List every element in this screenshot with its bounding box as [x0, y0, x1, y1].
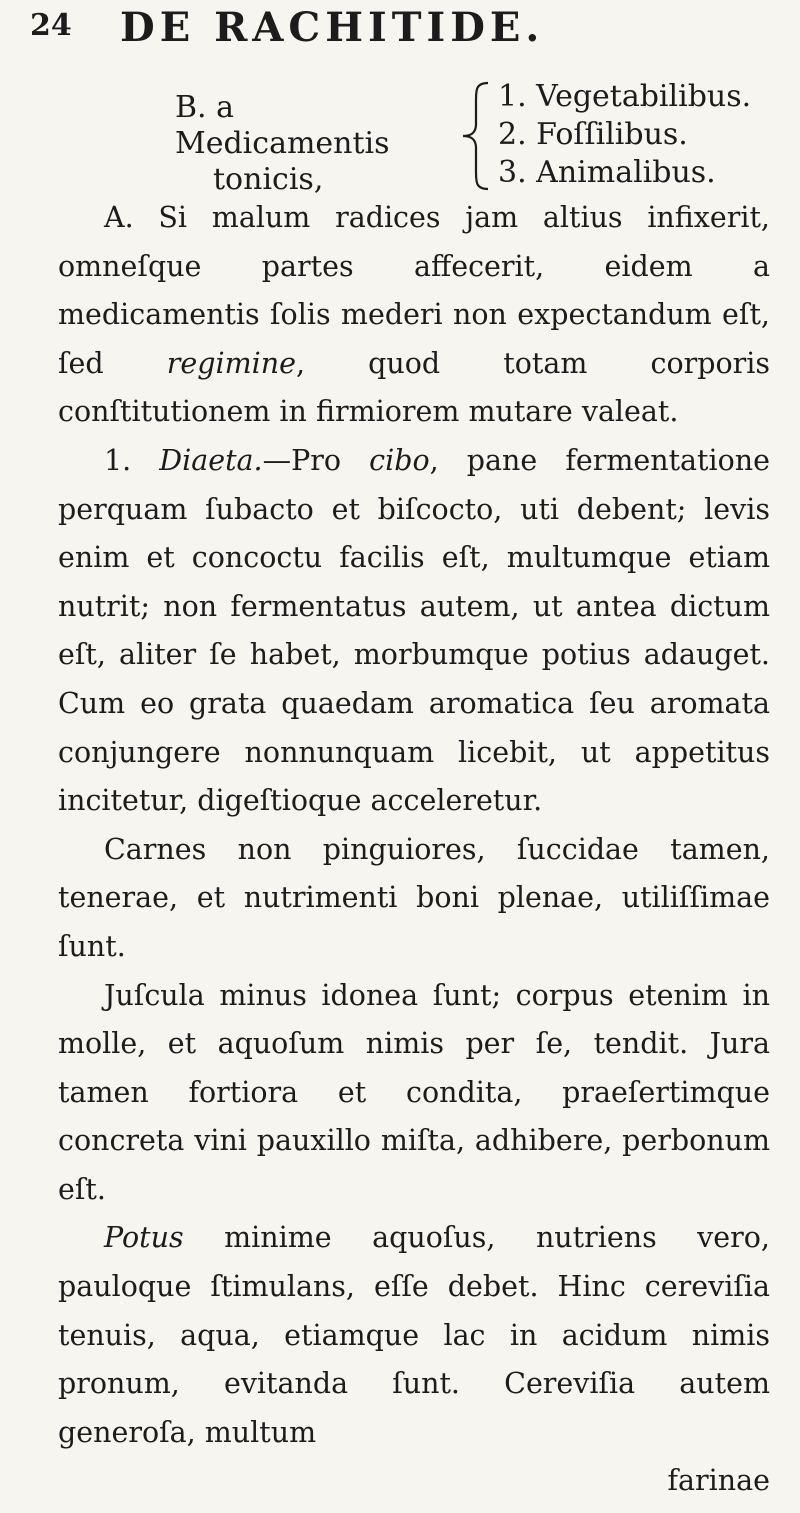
- outline-label: [175, 90, 455, 198]
- outline-label-line-1: B. a Medicamentis: [175, 90, 390, 161]
- curly-brace: [458, 80, 492, 192]
- paragraph-jusc: Juſcula minus idonea ſunt; corpus etenim in molle, et aquoſum nimis per ſe, tendit. Jura tamen fortiora et condita, praeſertimque concreta vini pauxillo miſta, adhibere, perbonum eſt.: [58, 978, 770, 1206]
- paragraph-potus: Potus minime aquoſus, nutriens vero, pauloque ſtimulans, eſſe debet. Hinc cereviſia tenuis, aqua, etiamque lac in acidum nimis pronum, evitanda ſunt. Cereviſia autem generoſa, multum: [58, 1221, 770, 1449]
- outline-items: [498, 78, 751, 192]
- outline-item: 2. Foſſilibus.: [498, 117, 688, 152]
- paragraph-a: A. Si malum radices jam altius infixerit, omneſque partes affecerit, eidem a medicamentis ſolis mederi non expectandum eſt, ſed regimine, quod totam corporis conſtitutionem in firmiorem mutare valeat.: [58, 201, 770, 429]
- outline-item: 3. Animalibus.: [498, 155, 716, 190]
- paragraph-carnes: Carnes non pinguiores, ſuccidae tamen, tenerae, et nutrimenti boni plenae, utiliſſimae ſunt.: [58, 832, 770, 963]
- outline-item: 1. Vegetabilibus.: [498, 79, 752, 114]
- page-header: [30, 4, 760, 50]
- outline-label-line-2: tonicis,: [213, 162, 324, 197]
- classification-outline: [0, 78, 800, 198]
- paragraph-diaeta: 1. Diaeta.—Pro cibo, pane fermentatione perquam ſubacto et biſcocto, uti debent; levis enim et concoctu facilis eſt, multumque etiam nutrit; non fermentatus autem, ut antea dictum eſt, aliter ſe habet, morbumque potius adauget. Cum eo grata quaedam aromatica ſeu aromata conjungere nonnunquam licebit, ut appetitus incitetur, digeſtioque acceleretur.: [58, 443, 770, 818]
- page-number: 24: [30, 8, 72, 43]
- body-text: [58, 194, 770, 1506]
- catchword: farinae: [667, 1464, 770, 1498]
- running-title: DE RACHITIDE.: [120, 4, 545, 51]
